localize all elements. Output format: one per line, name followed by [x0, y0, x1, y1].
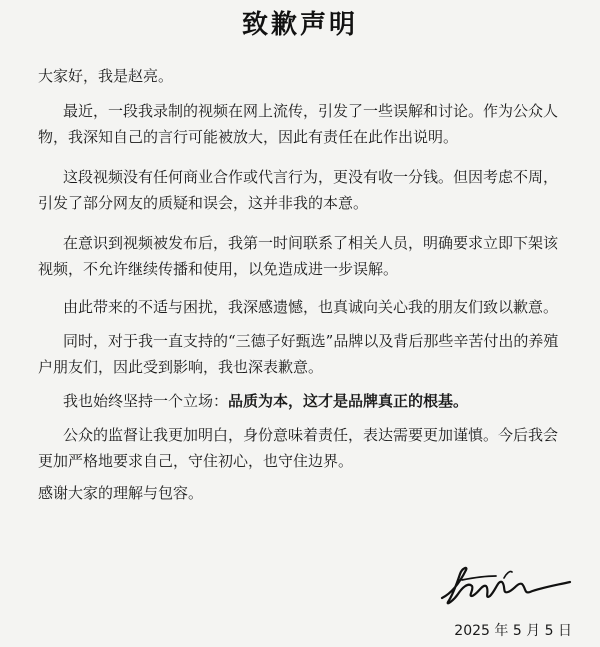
paragraph-7: 公众的监督让我更加明白，身份意味着责任，表达需要更加谨慎。今后我会更加严格地要求自己，守住初心，也守住边界。: [38, 426, 559, 470]
stance-paragraph: [38, 388, 568, 414]
closing-line: 感谢大家的理解与包容。: [38, 484, 204, 502]
handwritten-signature: [432, 560, 582, 608]
paragraph-5: 同时，对于我一直支持的“三德子好甄选”品牌以及背后那些辛苦付出的养殖户朋友们，因此受到影响，我也深表歉意。: [38, 332, 559, 376]
document-title: 致歉声明: [241, 10, 358, 40]
stance-prefix: 我也始终坚持一个立场：: [63, 392, 229, 410]
paragraph-2: 这段视频没有任何商业合作或代言行为，更没有收一分钱。但因考虑不周，引发了部分网友的质疑和误会，这并非我的本意。: [38, 168, 559, 212]
paragraph-3: 在意识到视频被发布后，我第一时间联系了相关人员，明确要求立即下架该视频，不允许继续传播和使用，以免造成进一步误解。: [38, 234, 559, 278]
greeting: 大家好，我是赵亮。: [38, 67, 174, 85]
paragraph-4: 由此带来的不适与困扰，我深感遗憾，也真诚向关心我的朋友们致以歉意。: [63, 298, 559, 316]
paragraph-1: 最近，一段我录制的视频在网上流传，引发了一些误解和讨论。作为公众人物，我深知自己的言行可能被放大，因此有责任在此作出说明。: [38, 102, 559, 146]
statement-date: 2025 年 5 月 5 日: [454, 623, 572, 639]
stance-bold: 品质为本，这才是品牌真正的根基。: [228, 392, 469, 410]
